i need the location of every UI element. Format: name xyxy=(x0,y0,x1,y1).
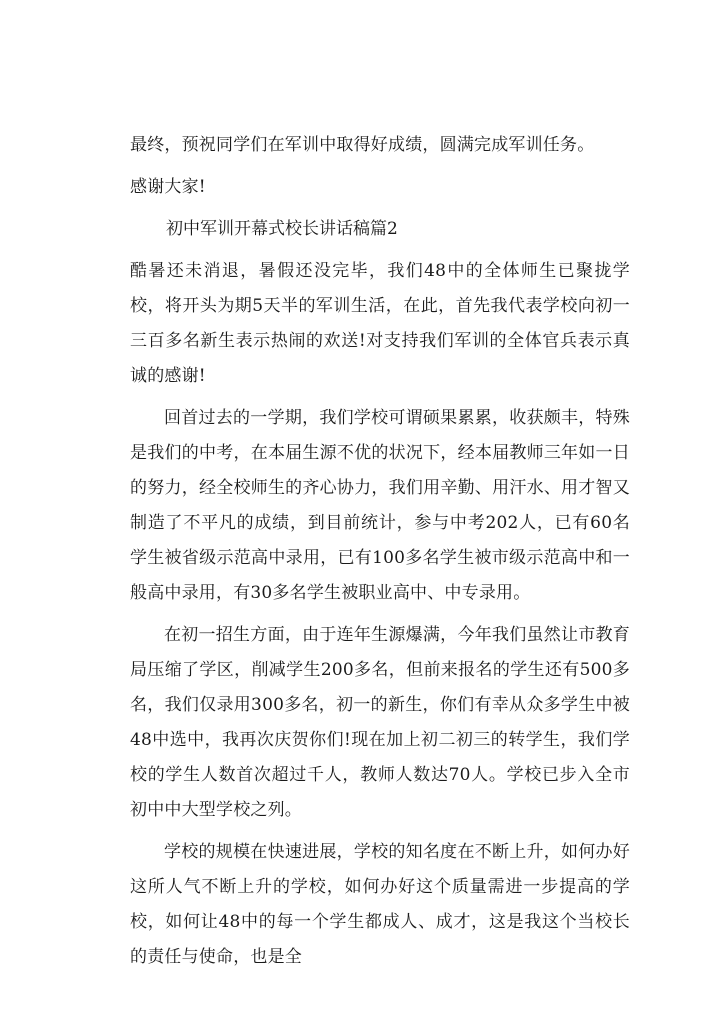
thanks-line: 感谢大家! xyxy=(130,177,206,197)
body-paragraph-2: 回首过去的一学期，我们学校可谓硕果累累，收获颇丰，特殊是我们的中考，在本届生源不优的状况下，经本届教师三年如一日的努力，经全校师生的齐心协力，我们用辛勤、用汗水、用才智又制造了不平凡的成绩，到目前统计，参与中考202人，已有60名学生被省级示范高中录用，已有100多名学生被市级示范高中和一般高中录用，有30多名学生被职业高中、中专录用。 xyxy=(130,408,630,603)
section-title: 初中军训开幕式校长讲话稿篇2 xyxy=(166,219,398,239)
body-paragraph-1: 酷暑还未消退，暑假还没完毕，我们48中的全体师生已聚拢学校，将开头为期5天半的军训生活，在此，首先我代表学校向初一三百多名新生表示热闹的欢送!对支持我们军训的全体官兵表示真诚的感谢! xyxy=(130,261,630,386)
closing-paragraph: 最终，预祝同学们在军训中取得好成绩，圆满完成军训任务。 xyxy=(130,135,595,155)
body-paragraph-3: 在初一招生方面，由于连年生源爆满，今年我们虽然让市教育局压缩了学区，削减学生200多名，但前来报名的学生还有500多名，我们仅录用300多名，初一的新生，你们有幸从众多学生中被48中选中，我再次庆贺你们!现在加上初二初三的转学生，我们学校的学生人数首次超过千人，教师人数达70人。学校已步入全市初中中大型学校之列。 xyxy=(130,625,630,820)
document-body xyxy=(130,128,630,982)
body-paragraph-4: 学校的规模在快速进展，学校的知名度在不断上升，如何办好这所人气不断上升的学校，如何办好这个质量需进一步提高的学校，如何让48中的每一个学生都成人、成才，这是我这个当校长的责任与使命，也是全 xyxy=(130,842,630,967)
